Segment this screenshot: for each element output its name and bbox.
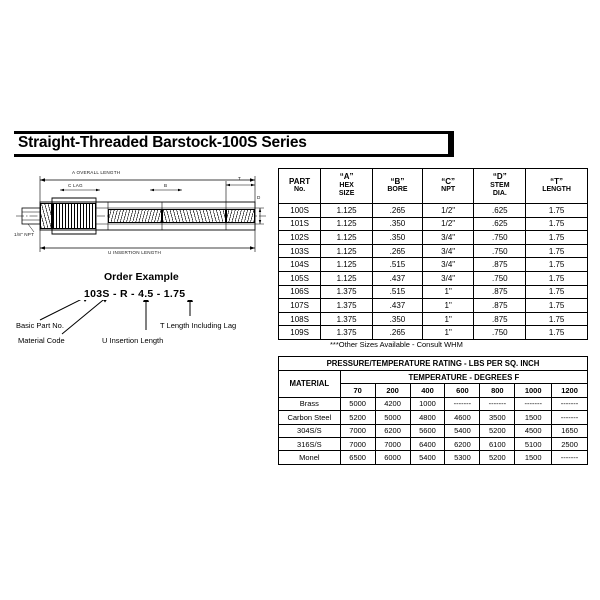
col-part-no: PART No. [279, 169, 321, 204]
cell-t-length: 1.75 [526, 258, 588, 272]
dim-label-t: T [238, 176, 242, 181]
cell-bore: .265 [373, 204, 423, 218]
cell-part-no: 108S [279, 312, 321, 326]
cell-material: 316S/S [279, 437, 341, 450]
cell-rating: 6000 [375, 451, 410, 464]
cell-rating: 4800 [410, 411, 445, 424]
cell-bore: .350 [373, 231, 423, 245]
cell-rating: ------- [552, 397, 588, 410]
pt-title-row [279, 357, 588, 371]
cell-npt: 1" [422, 312, 474, 326]
cell-hex-size: 1.125 [321, 231, 373, 245]
cell-hex-size: 1.375 [321, 285, 373, 299]
cell-rating: 4200 [375, 397, 410, 410]
thermowell-drawing [12, 168, 270, 268]
cell-material: Monel [279, 451, 341, 464]
cell-npt: 3/4" [422, 258, 474, 272]
cell-stem-dia: .875 [474, 258, 526, 272]
cell-rating: 5200 [480, 424, 515, 437]
cell-bore: .350 [373, 217, 423, 231]
cell-part-no: 107S [279, 299, 321, 313]
table-row [279, 312, 588, 326]
pt-material-header: MATERIAL [279, 371, 341, 398]
cell-stem-dia: .875 [474, 285, 526, 299]
table-row [279, 285, 588, 299]
cell-rating: 1000 [410, 397, 445, 410]
cell-rating: ------- [480, 397, 515, 410]
dim-label-b: B [164, 183, 168, 188]
cell-hex-size: 1.125 [321, 244, 373, 258]
cell-stem-dia: .625 [474, 217, 526, 231]
pt-subheader-row [279, 371, 588, 384]
cell-npt: 3/4" [422, 244, 474, 258]
cell-t-length: 1.75 [526, 244, 588, 258]
cell-rating: 7000 [375, 437, 410, 450]
specification-table [278, 168, 588, 340]
cell-rating: 4600 [445, 411, 480, 424]
cell-rating: 1500 [515, 411, 552, 424]
cell-material: Brass [279, 397, 341, 410]
order-example-heading: Order Example [104, 271, 179, 283]
table-row [279, 437, 588, 450]
cell-hex-size: 1.375 [321, 326, 373, 340]
col-npt: “C” NPT [422, 169, 474, 204]
page-title [14, 131, 454, 157]
dim-label-u: U INSERTION LENGTH [108, 250, 162, 255]
cell-rating: 5200 [340, 411, 375, 424]
title-text: Straight-Threaded Barstock-100S Series [18, 134, 307, 151]
cell-hex-size: 1.125 [321, 258, 373, 272]
cell-material: Carbon Steel [279, 411, 341, 424]
cell-stem-dia: .750 [474, 231, 526, 245]
section-hatch-mid [108, 209, 162, 223]
pt-temp-600: 600 [445, 384, 480, 397]
cell-stem-dia: .875 [474, 312, 526, 326]
cell-stem-dia: .875 [474, 299, 526, 313]
pt-temp-800: 800 [480, 384, 515, 397]
cell-npt: 3/4" [422, 231, 474, 245]
cell-rating: 7000 [340, 424, 375, 437]
dim-label-npt: 1/8" NPT [14, 232, 35, 237]
cell-hex-size: 1.375 [321, 312, 373, 326]
cell-t-length: 1.75 [526, 285, 588, 299]
cell-t-length: 1.75 [526, 326, 588, 340]
cell-rating: 1500 [515, 451, 552, 464]
pt-table-body [279, 397, 588, 464]
table-row [279, 411, 588, 424]
callout-t-length: T Length Including Lag [160, 321, 237, 330]
cell-bore: .265 [373, 244, 423, 258]
cell-part-no: 100S [279, 204, 321, 218]
section-hatch-right [162, 209, 226, 223]
cell-part-no: 101S [279, 217, 321, 231]
cell-material: 304S/S [279, 424, 341, 437]
cell-hex-size: 1.375 [321, 299, 373, 313]
pressure-temperature-table [278, 356, 588, 465]
cell-rating: 5000 [340, 397, 375, 410]
pt-temperature-header: TEMPERATURE - DEGREES F [340, 371, 587, 384]
cell-bore: .437 [373, 271, 423, 285]
table-row [279, 299, 588, 313]
table-row [279, 451, 588, 464]
cell-rating: 5000 [375, 411, 410, 424]
pt-temp-1200: 1200 [552, 384, 588, 397]
cell-rating: 5100 [515, 437, 552, 450]
cell-part-no: 103S [279, 244, 321, 258]
cell-t-length: 1.75 [526, 299, 588, 313]
cell-t-length: 1.75 [526, 271, 588, 285]
cell-npt: 1" [422, 326, 474, 340]
cell-bore: .265 [373, 326, 423, 340]
cell-rating: 4500 [515, 424, 552, 437]
table-row [279, 424, 588, 437]
col-bore: “B” BORE [373, 169, 423, 204]
cell-rating: 5400 [410, 451, 445, 464]
cell-stem-dia: .750 [474, 326, 526, 340]
table-row [279, 326, 588, 340]
col-hex-size: “A” HEX SIZE [321, 169, 373, 204]
cell-npt: 1/2" [422, 204, 474, 218]
cell-rating: 1650 [552, 424, 588, 437]
table-row [279, 204, 588, 218]
table-row [279, 258, 588, 272]
dim-label-c: C LAG [68, 183, 83, 188]
cell-part-no: 104S [279, 258, 321, 272]
other-sizes-note: ***Other Sizes Available - Consult WHM [330, 340, 463, 349]
cell-part-no: 102S [279, 231, 321, 245]
cell-npt: 1" [422, 299, 474, 313]
cell-npt: 1" [422, 285, 474, 299]
cell-rating: 7000 [340, 437, 375, 450]
cell-bore: .350 [373, 312, 423, 326]
pt-temp-70: 70 [340, 384, 375, 397]
table-row [279, 244, 588, 258]
col-t-length: “T” LENGTH [526, 169, 588, 204]
callout-basic-part-no: Basic Part No. [16, 321, 64, 330]
specification-table-body [279, 204, 588, 340]
dim-label-a: A OVERALL LENGTH [72, 170, 121, 175]
cell-rating: ------- [552, 451, 588, 464]
table-row [279, 397, 588, 410]
cell-rating: 5400 [445, 424, 480, 437]
cell-npt: 3/4" [422, 271, 474, 285]
cell-rating: 2500 [552, 437, 588, 450]
cell-stem-dia: .750 [474, 271, 526, 285]
cell-stem-dia: .750 [474, 244, 526, 258]
cell-part-no: 106S [279, 285, 321, 299]
cell-t-length: 1.75 [526, 217, 588, 231]
cell-rating: ------- [515, 397, 552, 410]
cell-rating: 3500 [480, 411, 515, 424]
cell-hex-size: 1.125 [321, 204, 373, 218]
cell-t-length: 1.75 [526, 231, 588, 245]
cell-rating: 5300 [445, 451, 480, 464]
cell-t-length: 1.75 [526, 204, 588, 218]
dim-label-d: D [257, 195, 261, 200]
callout-material-code: Material Code [18, 336, 65, 345]
order-example-callouts [10, 300, 272, 348]
cell-npt: 1/2" [422, 217, 474, 231]
cell-bore: .515 [373, 258, 423, 272]
callout-u-insertion-length: U Insertion Length [102, 336, 164, 345]
cell-rating: ------- [552, 411, 588, 424]
cell-rating: 6500 [340, 451, 375, 464]
section-hatch-left [40, 203, 52, 229]
table-row [279, 217, 588, 231]
cell-t-length: 1.75 [526, 312, 588, 326]
title-end-cap [448, 131, 454, 157]
cell-hex-size: 1.125 [321, 271, 373, 285]
table-row [279, 271, 588, 285]
col-stem-dia: “D” STEM DIA. [474, 169, 526, 204]
cell-rating: 6100 [480, 437, 515, 450]
cell-rating: 6200 [375, 424, 410, 437]
section-hatch-tip [226, 209, 255, 223]
cell-bore: .437 [373, 299, 423, 313]
cell-part-no: 105S [279, 271, 321, 285]
cell-rating: 6200 [445, 437, 480, 450]
cell-hex-size: 1.125 [321, 217, 373, 231]
thread-region [52, 203, 96, 229]
pt-temp-1000: 1000 [515, 384, 552, 397]
cell-rating: 5600 [410, 424, 445, 437]
cell-rating: 5200 [480, 451, 515, 464]
pt-temp-400: 400 [410, 384, 445, 397]
cell-stem-dia: .625 [474, 204, 526, 218]
cell-part-no: 109S [279, 326, 321, 340]
table-header-row [279, 169, 588, 204]
cell-rating: 6400 [410, 437, 445, 450]
pt-temp-200: 200 [375, 384, 410, 397]
title-rule-bottom [14, 154, 454, 157]
cell-bore: .515 [373, 285, 423, 299]
cell-rating: ------- [445, 397, 480, 410]
pt-table-title: PRESSURE/TEMPERATURE RATING - LBS PER SQ. INCH [279, 357, 588, 371]
table-row [279, 231, 588, 245]
order-example-code: 103S - R - 4.5 - 1.75 [84, 288, 186, 300]
